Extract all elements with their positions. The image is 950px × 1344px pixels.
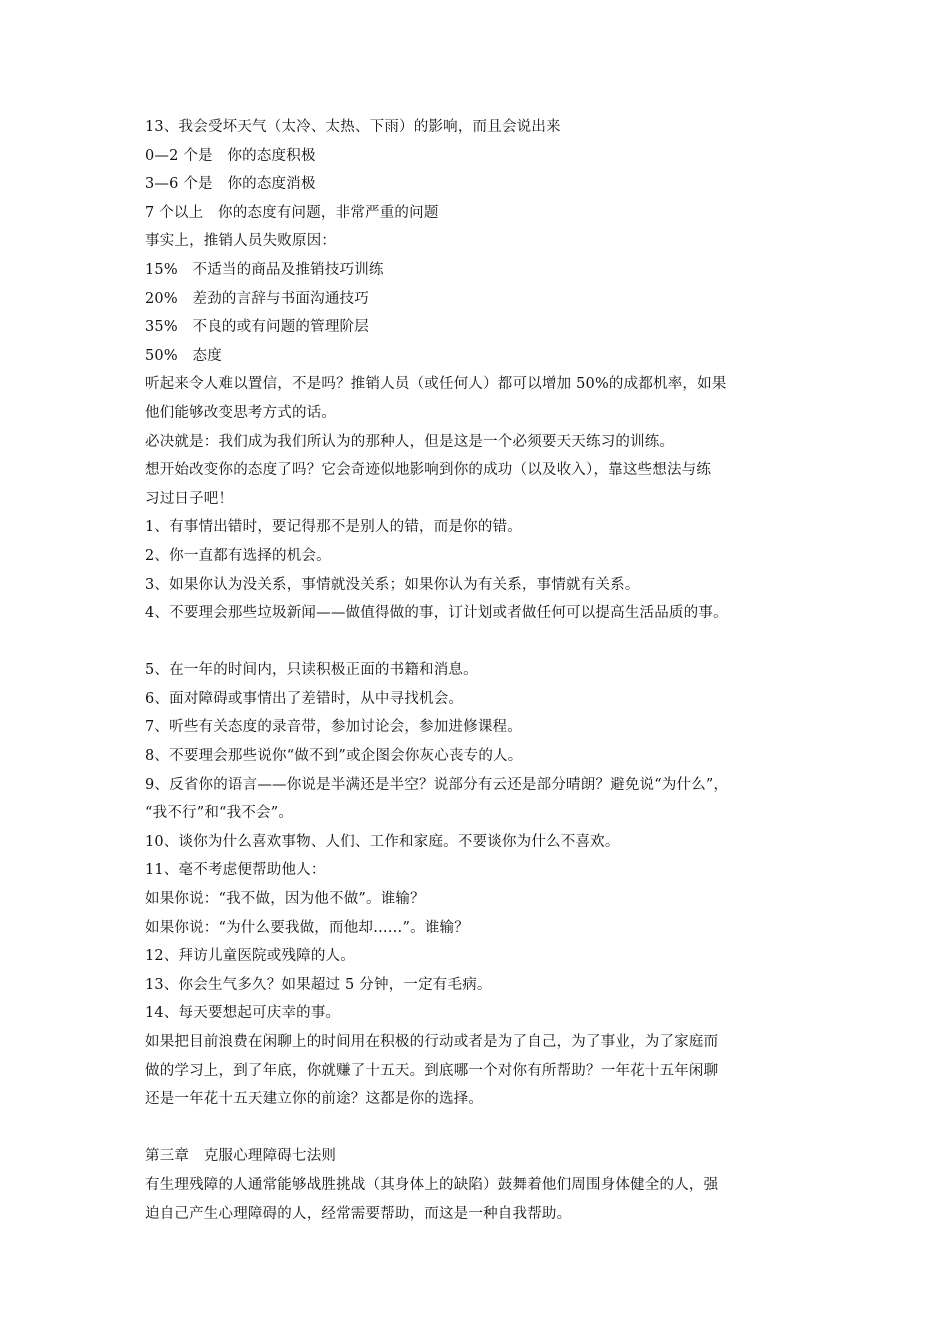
document-body bbox=[145, 113, 825, 1228]
text-line: 如果把目前浪费在闲聊上的时间用在积极的行动或者是为了自己，为了事业，为了家庭而 bbox=[145, 1034, 719, 1050]
list-item: 4、不要理会那些垃圾新闻——做值得做的事，订计划或者做任何可以提高生活品质的事。 bbox=[145, 605, 728, 622]
list-item: 14、每天要想起可庆幸的事。 bbox=[145, 1005, 341, 1022]
list-item: 6、面对障碍或事情出了差错时，从中寻找机会。 bbox=[145, 690, 464, 707]
list-item: 8、不要理会那些说你“做不到”或企图会你灰心丧专的人。 bbox=[145, 748, 523, 765]
text-line: 13、我会受坏天气（太冷、太热、下雨）的影响，而且会说出来 bbox=[145, 119, 561, 135]
text-line: 有生理残障的人通常能够战胜挑战（其身体上的缺陷）鼓舞着他们周围身体健全的人，强 bbox=[145, 1176, 719, 1193]
blank-line bbox=[145, 1114, 825, 1143]
text-line: 15% 不适当的商品及推销技巧训练 bbox=[145, 261, 384, 278]
list-item: 11、毫不考虑便帮助他人： bbox=[145, 862, 326, 879]
text-line: 7 个以上 你的态度有问题，非常严重的问题 bbox=[145, 204, 439, 221]
text-line: 做的学习上，到了年底，你就赚了十五天。到底哪一个对你有所帮助？一年花十五年闲聊 bbox=[145, 1062, 719, 1079]
text-line: 50% 态度 bbox=[145, 347, 222, 364]
text-line: 事实上，推销人员失败原因： bbox=[145, 233, 337, 250]
list-item: 1、有事情出错时，要记得那不是别人的错，而是你的错。 bbox=[145, 519, 522, 536]
list-item: 3、如果你认为没关系，事情就没关系；如果你认为有关系，事情就有关系。 bbox=[145, 576, 640, 593]
text-line: “我不行”和“我不会”。 bbox=[145, 805, 294, 822]
blank-line bbox=[145, 628, 825, 657]
text-line: 还是一年花十五天建立你的前途？这都是你的选择。 bbox=[145, 1091, 484, 1108]
text-line: 如果你说：“我不做，因为他不做”。谁输？ bbox=[145, 891, 425, 908]
list-item: 10、谈你为什么喜欢事物、人们、工作和家庭。不要谈你为什么不喜欢。 bbox=[145, 833, 620, 850]
text-line: 必决就是：我们成为我们所认为的那种人，但是这是一个必须要天天练习的训练。 bbox=[145, 433, 675, 450]
list-item: 2、你一直都有选择的机会。 bbox=[145, 547, 331, 564]
list-item: 5、在一年的时间内，只读积极正面的书籍和消息。 bbox=[145, 662, 478, 679]
list-item: 7、听些有关态度的录音带，参加讨论会，参加进修课程。 bbox=[145, 719, 522, 736]
list-item: 9、反省你的语言——你说是半满还是半空？说部分有云还是部分晴朗？避免说“为什么”， bbox=[145, 776, 729, 793]
text-line: 20% 差劲的言辞与书面沟通技巧 bbox=[145, 290, 369, 307]
text-line: 想开始改变你的态度了吗？它会奇迹似地影响到你的成功（以及收入），靠这些想法与练 bbox=[145, 462, 712, 479]
list-item: 12、拜访儿童医院或残障的人。 bbox=[145, 948, 355, 965]
list-item: 13、你会生气多久？如果超过 5 分钟，一定有毛病。 bbox=[145, 976, 492, 993]
text-line: 听起来令人难以置信，不是吗？推销人员（或任何人）都可以增加 50%的成都机率，如果 bbox=[145, 376, 727, 393]
text-line: 习过日子吧！ bbox=[145, 490, 234, 507]
text-line: 他们能够改变思考方式的话。 bbox=[145, 404, 337, 421]
text-line: 迫自己产生心理障碍的人，经常需要帮助，而这是一种自我帮助。 bbox=[145, 1205, 572, 1222]
text-line: 3—6 个是 你的态度消极 bbox=[145, 176, 316, 193]
text-line: 如果你说：“为什么要我做，而他却……”。谁输？ bbox=[145, 919, 469, 936]
text-line: 35% 不良的或有问题的管理阶层 bbox=[145, 319, 369, 336]
chapter-heading: 第三章 克服心理障碍七法则 bbox=[145, 1148, 337, 1165]
text-line: 0—2 个是 你的态度积极 bbox=[145, 147, 316, 164]
